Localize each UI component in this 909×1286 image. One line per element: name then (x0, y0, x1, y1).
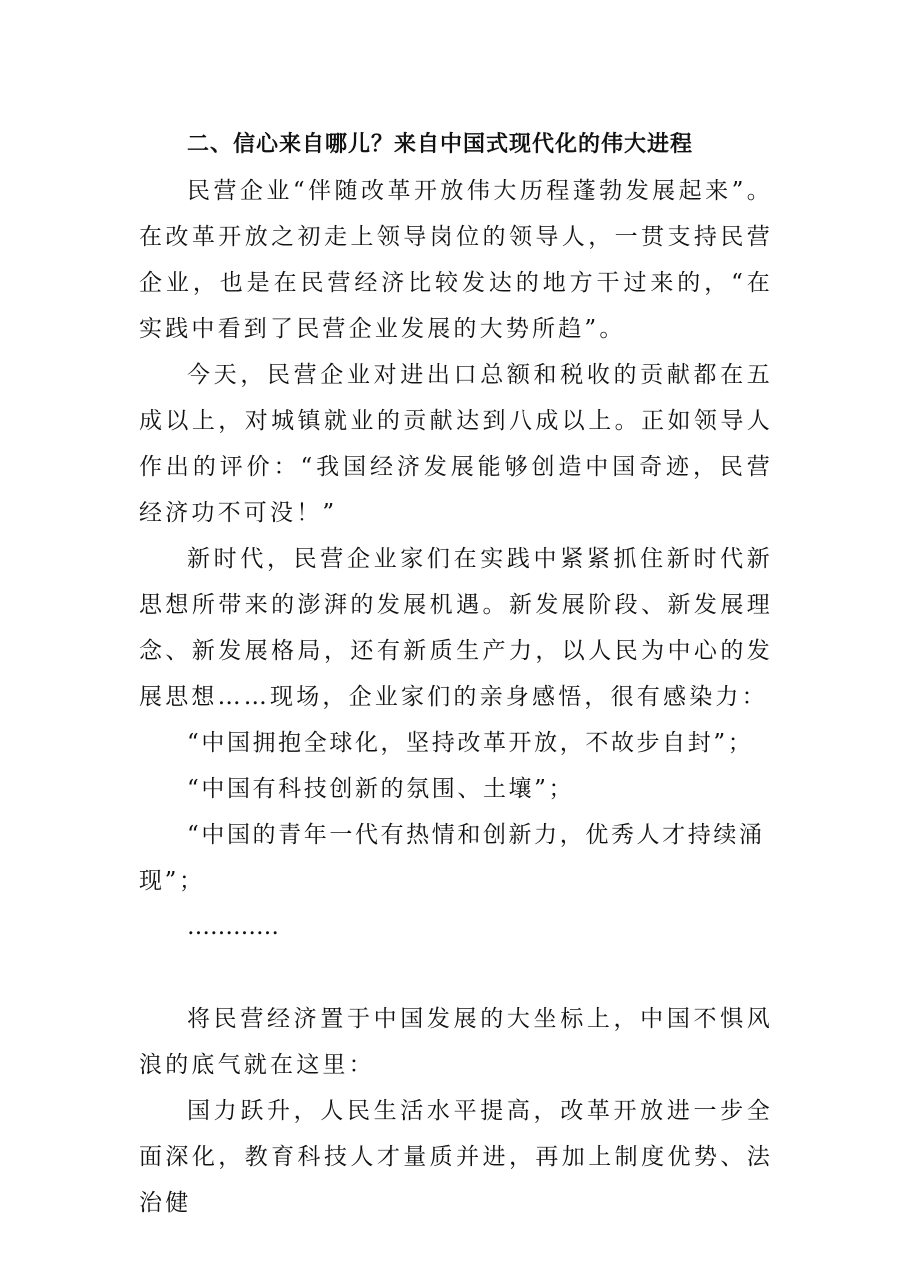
paragraph-1: 民营企业“伴随改革开放伟大历程蓬勃发展起来”。在改革开放之初走上领导岗位的领导人，一贯支持民营企业，也是在民营经济比较发达的地方干过来的，“在实践中看到了民营企业发展的大势所趋”。 (139, 178, 773, 342)
section-heading: 二、信心来自哪儿？来自中国式现代化的伟大进程 (187, 132, 694, 157)
document-body (139, 122, 773, 1226)
paragraph-3: 新时代，民营企业家们在实践中紧紧抓住新时代新思想所带来的澎湃的发展机遇。新发展阶段、新发展理念、新发展格局，还有新质生产力，以人民为中心的发展思想……现场，企业家们的亲身感悟，很有感染力： (139, 546, 773, 710)
paragraph-2: 今天，民营企业对进出口总额和税收的贡献都在五成以上，对城镇就业的贡献达到八成以上。正如领导人作出的评价：“我国经济发展能够创造中国奇迹，民营经济功不可没！” (139, 362, 773, 526)
quote-3: “中国的青年一代有热情和创新力，优秀人才持续涌现”； (139, 822, 765, 894)
blank-line (139, 950, 773, 996)
paragraph-5: 国力跃升，人民生活水平提高，改革开放进一步全面深化，教育科技人才量质并进，再加上制度优势、法治健 (139, 1098, 773, 1216)
quote-1: “中国拥抱全球化，坚持改革开放，不故步自封”； (187, 730, 754, 756)
ellipsis-line: ………… (187, 914, 279, 940)
quote-2: “中国有科技创新的氛围、土壤”； (187, 776, 575, 802)
paragraph-4: 将民营经济置于中国发展的大坐标上，中国不惧风浪的底气就在这里： (139, 1006, 773, 1078)
